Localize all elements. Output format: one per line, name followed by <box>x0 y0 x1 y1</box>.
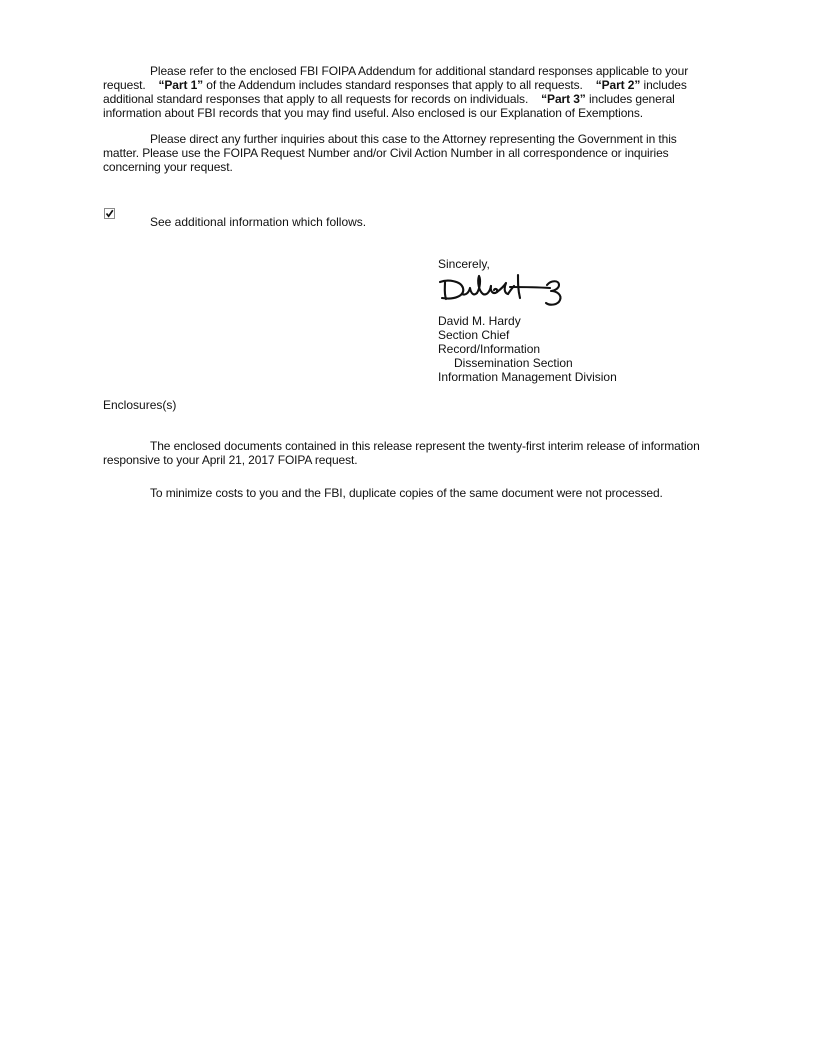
signer-unit-line1: Record/Information <box>438 342 541 356</box>
part1-label: “Part 1” <box>158 78 204 92</box>
closing-salutation: Sincerely, <box>438 257 490 271</box>
additional-info-checkbox[interactable] <box>104 208 115 219</box>
duplicates-text: To minimize costs to you and the FBI, duplicate copies of the same document were not processed. <box>150 486 663 500</box>
release-paragraph <box>103 439 715 467</box>
addendum-paragraph <box>103 64 715 120</box>
signature-block <box>438 314 617 384</box>
signer-name: David M. Hardy <box>438 314 521 328</box>
checkmark-icon <box>105 209 114 218</box>
handwritten-signature <box>434 272 566 317</box>
additional-info-label: See additional information which follows. <box>150 215 367 229</box>
inquiries-text: Please direct any further inquiries about this case to the Attorney representing the Government in this matter. Please use the FOIPA Request Number and/or Civil Action Number in all correspondence or inquiries concerning your request. <box>103 132 677 174</box>
addendum-text-b: of the Addendum includes standard responses that apply to all requests. <box>206 78 583 92</box>
signer-division: Information Management Division <box>438 370 617 384</box>
addendum-text-d: includes general information about FBI records that you may find useful. Also enclosed is our Explanation of Exemptions. <box>103 92 675 120</box>
signer-unit-line2: Dissemination Section <box>454 356 573 370</box>
addendum-text-c: includes additional standard responses that apply to all requests for records on individuals. <box>103 78 687 106</box>
release-text: The enclosed documents contained in this release represent the twenty-first interim release of information responsive to your April 21, 2017 FOIPA request. <box>103 439 700 467</box>
inquiries-paragraph <box>103 132 715 174</box>
signer-title: Section Chief <box>438 328 510 342</box>
enclosures-label: Enclosures(s) <box>103 398 177 412</box>
addendum-text-a: Please refer to the enclosed FBI FOIPA Addendum for additional standard responses applicable to your request. <box>103 64 689 92</box>
part3-label: “Part 3” <box>541 92 586 106</box>
duplicates-paragraph <box>103 486 715 500</box>
part2-label: “Part 2” <box>595 78 641 92</box>
